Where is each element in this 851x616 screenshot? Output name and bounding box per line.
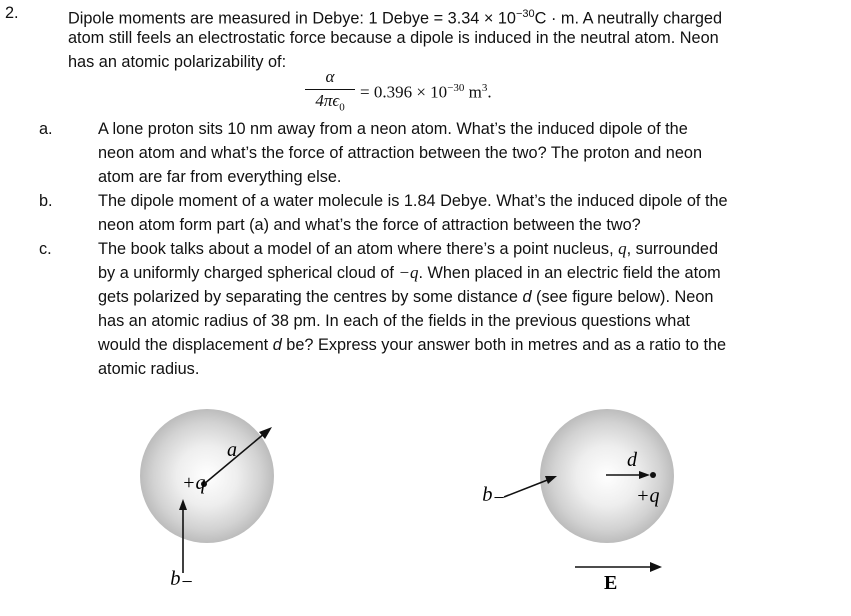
part-b-line-2: neon atom form part (a) and what’s the force of attraction between the two? bbox=[98, 216, 641, 234]
formula-unit-exponent: 3 bbox=[481, 82, 488, 94]
part-a-line-2: neon atom and what’s the force of attraction between the two? The proton and neon bbox=[98, 144, 703, 162]
part-c-line-6: atomic radius. bbox=[98, 360, 200, 378]
right-cloud-label: −q bbox=[482, 486, 506, 508]
right-nucleus-label: +q bbox=[636, 485, 660, 507]
question-number: 2. bbox=[5, 4, 19, 22]
formula-rhs-exponent: −30 bbox=[447, 82, 465, 94]
field-label: E bbox=[604, 572, 618, 594]
part-a-line-3: atom are far from everything else. bbox=[98, 168, 342, 186]
part-c-line-3-text: gets polarized by separating the centres by some distance bbox=[98, 288, 523, 306]
part-c-line-5-text: would the displacement bbox=[98, 336, 273, 354]
part-c-line-1-end: , surrounded bbox=[626, 240, 719, 258]
intro-exponent: −30 bbox=[516, 8, 535, 20]
left-electron-cloud bbox=[140, 409, 274, 543]
formula-rhs-text: = 0.396 × 10 bbox=[360, 82, 448, 102]
part-c-var-d-2: d bbox=[272, 336, 282, 354]
formula-rhs-end: . bbox=[487, 82, 492, 102]
part-b-label: b. bbox=[39, 192, 53, 210]
part-c-label: c. bbox=[39, 240, 52, 258]
right-nucleus-dot bbox=[650, 472, 656, 478]
part-a-label: a. bbox=[39, 120, 53, 138]
intro-line-1-text: Dipole moments are measured in Debye: 1 Debye = 3.34 × 10 bbox=[68, 9, 516, 28]
part-b-line-1: The dipole moment of a water molecule is 1.84 Debye. What’s the induced dipole of the bbox=[98, 192, 728, 210]
intro-line-3: has an atomic polarizability of: bbox=[68, 53, 287, 71]
left-cloud-label: −q bbox=[170, 570, 194, 592]
part-a-line-1: A lone proton sits 10 nm away from a neon atom. What’s the induced dipole of the bbox=[98, 120, 688, 138]
part-c-line-2-end: . When placed in an electric field the atom bbox=[418, 264, 721, 282]
part-c-var-neg-q: −q bbox=[398, 263, 419, 282]
formula-rhs-unit: m bbox=[464, 82, 482, 102]
part-c-line-3-end: (see figure below). Neon bbox=[531, 288, 714, 306]
part-c-var-q: q bbox=[618, 239, 627, 258]
intro-line-1-tail: C · m. A neutrally charged bbox=[534, 9, 722, 28]
fraction-numerator: α bbox=[325, 67, 335, 86]
intro-line-2: atom still feels an electrostatic force because a dipole is induced in the neutral atom. Neon bbox=[68, 29, 719, 47]
part-c-line-2-text: by a uniformly charged spherical cloud of bbox=[98, 264, 399, 282]
left-radius-label: a bbox=[227, 439, 237, 461]
part-c-line-4: has an atomic radius of 38 pm. In each of the fields in the previous questions what bbox=[98, 312, 690, 330]
displacement-label: d bbox=[627, 449, 637, 471]
part-c-line-5-end: be? Express your answer both in metres and as a ratio to the bbox=[281, 336, 727, 354]
left-nucleus-label: +q bbox=[182, 472, 206, 494]
part-c-line-1-text: The book talks about a model of an atom where there’s a point nucleus, bbox=[98, 240, 619, 258]
part-c-var-d: d bbox=[522, 288, 532, 306]
fraction-denominator-sub: 0 bbox=[339, 101, 345, 114]
fraction-denominator-text: 4πϵ bbox=[315, 91, 340, 110]
field-arrowhead bbox=[650, 562, 662, 572]
